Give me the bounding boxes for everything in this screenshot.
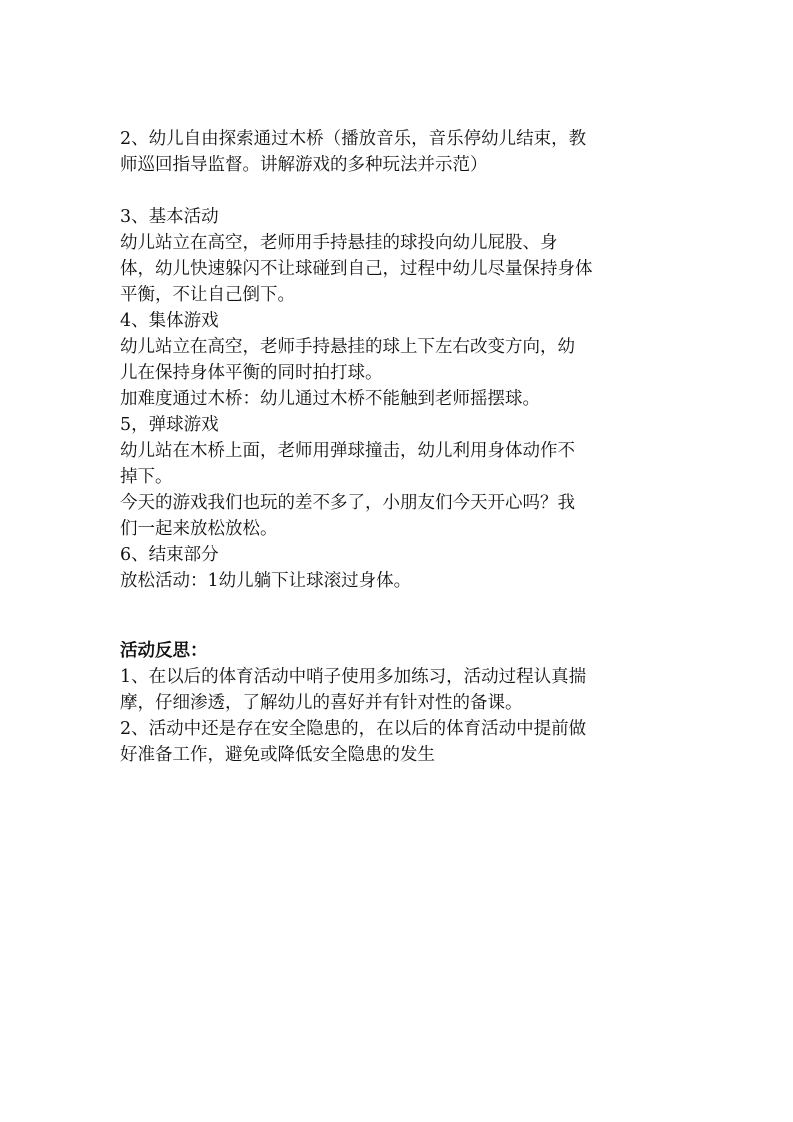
text-line: 掉下。: [120, 467, 173, 487]
text-line: 平衡，不让自己倒下。: [120, 285, 295, 305]
text-line: 儿在保持身体平衡的同时拍打球。: [120, 363, 383, 383]
text-line: 幼儿站立在高空，老师手持悬挂的球上下左右改变方向，幼: [120, 337, 575, 357]
section-heading: 4、集体游戏: [120, 311, 219, 331]
text-line: 加难度通过木桥：幼儿通过木桥不能触到老师摇摆球。: [120, 389, 540, 409]
text-line: 2、幼儿自由探索通过木桥（播放音乐，音乐停幼儿结束，教: [120, 129, 587, 149]
text-line: 幼儿站在木桥上面，老师用弹球撞击，幼儿利用身体动作不: [120, 441, 575, 461]
text-line: 今天的游戏我们也玩的差不多了，小朋友们今天开心吗？我: [120, 493, 575, 513]
text-line: 1、在以后的体育活动中哨子使用多加练习，活动过程认真揣: [120, 667, 587, 687]
text-line: 幼儿站立在高空，老师用手持悬挂的球投向幼儿屁股、身: [120, 233, 558, 253]
text-line: 放松活动：1幼儿躺下让球滚过身体。: [120, 571, 412, 591]
text-line: 好准备工作，避免或降低安全隐患的发生: [120, 745, 435, 765]
text-line: 体，幼儿快速躲闪不让球碰到自己，过程中幼儿尽量保持身体: [120, 259, 593, 279]
section-heading: 3、基本活动: [120, 207, 219, 227]
reflection-heading: 活动反思：: [120, 641, 208, 661]
text-line: 摩，仔细渗透，了解幼儿的喜好并有针对性的备课。: [120, 693, 523, 713]
text-line: 2、活动中还是存在安全隐患的，在以后的体育活动中提前做: [120, 719, 587, 739]
text-line: 们一起来放松放松。: [120, 519, 278, 539]
section-heading: 5，弹球游戏: [120, 415, 219, 435]
section-heading: 6、结束部分: [120, 545, 219, 565]
text-line: 师巡回指导监督。讲解游戏的多种玩法并示范）: [120, 155, 488, 175]
